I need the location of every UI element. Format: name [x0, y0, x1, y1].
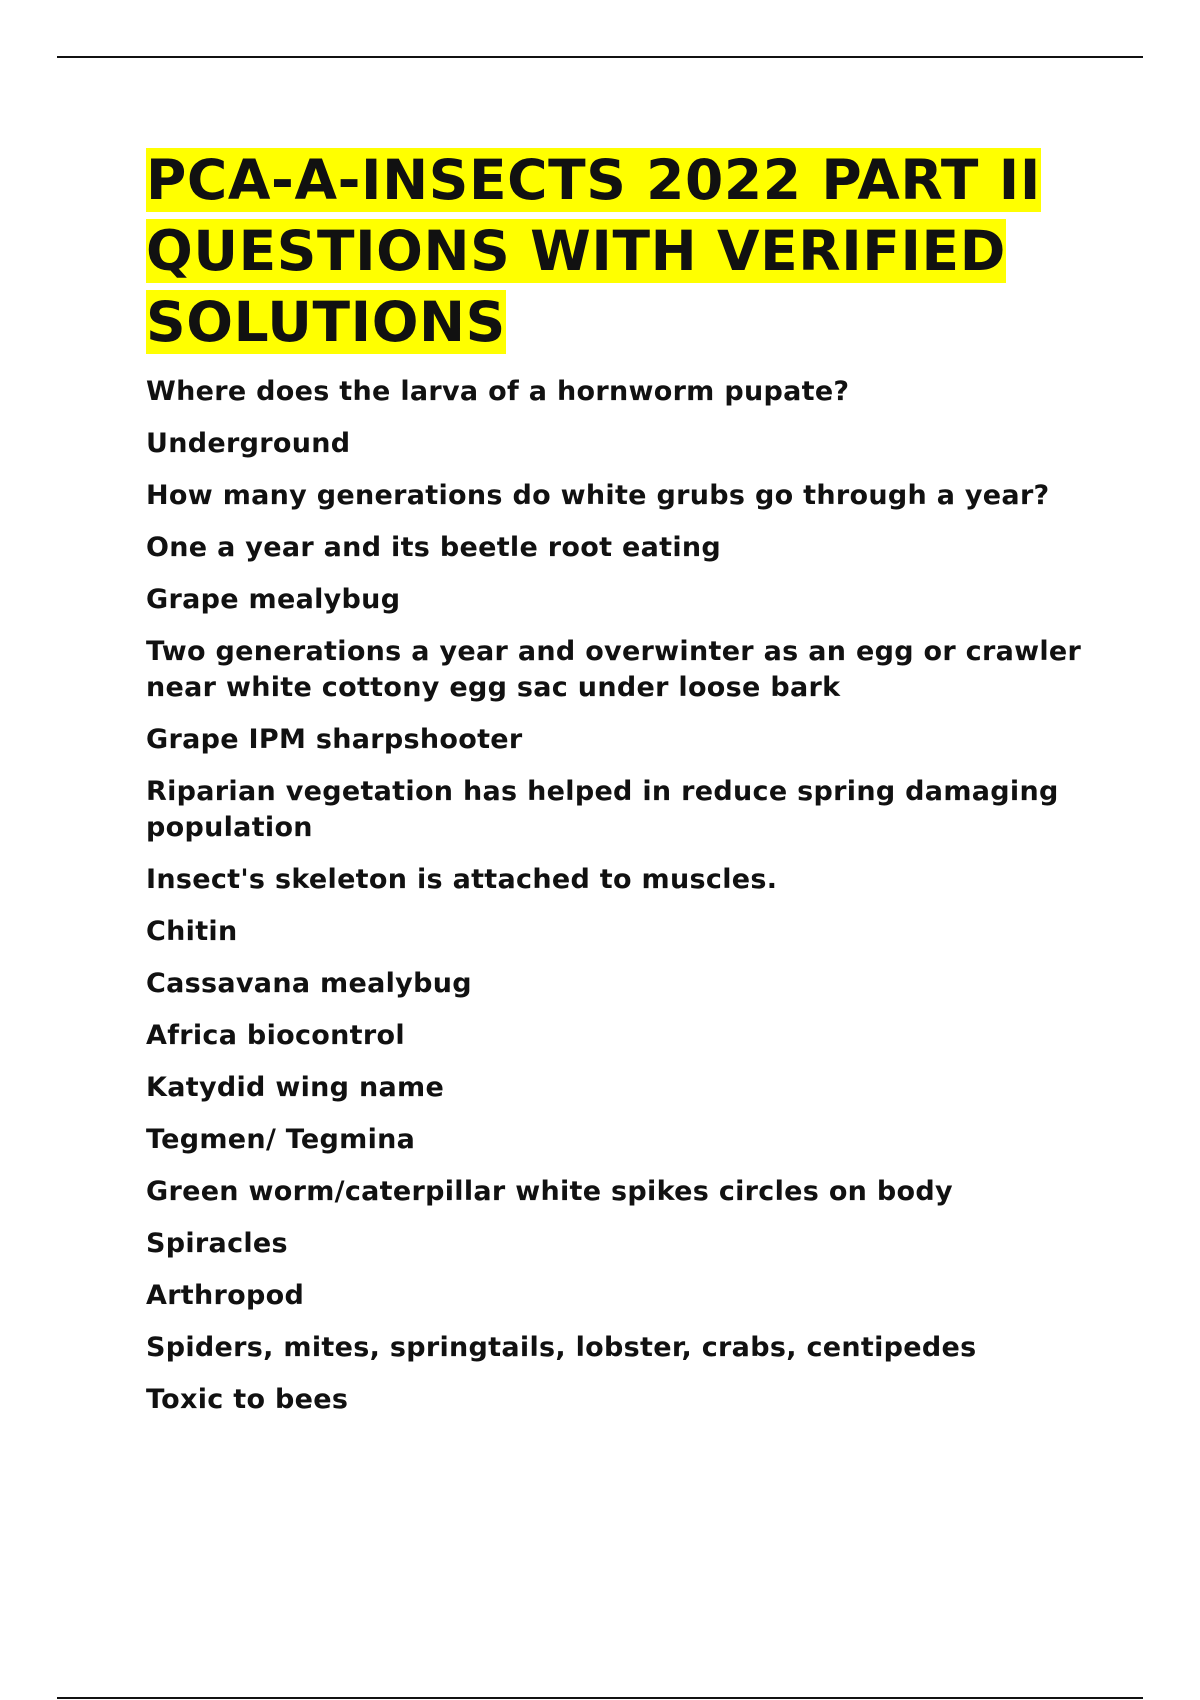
answer-item: Riparian vegetation has helped in reduce spring damaging population	[146, 776, 1059, 843]
answer-item: Spiracles	[146, 1228, 288, 1259]
answer-item: One a year and its beetle root eating	[146, 532, 722, 563]
answer-item: Spiders, mites, springtails, lobster, crabs, centipedes	[146, 1332, 977, 1363]
question-item: Insect's skeleton is attached to muscles.	[146, 864, 778, 895]
answer-item: Two generations a year and overwinter as an egg or crawler near white cottony egg sac under loose bark	[146, 636, 1082, 703]
answer-item: Africa biocontrol	[146, 1020, 405, 1051]
answer-item: Tegmen/ Tegmina	[146, 1124, 416, 1155]
bottom-rule	[57, 1697, 1143, 1699]
title-highlight: PCA-A-INSECTS 2022 PART II QUESTIONS WITH VERIFIED SOLUTIONS	[146, 148, 1041, 354]
question-item: Grape mealybug	[146, 584, 401, 615]
question-item: Toxic to bees	[146, 1384, 349, 1415]
question-item: How many generations do white grubs go through a year?	[146, 480, 1050, 511]
qa-list	[146, 374, 1106, 1418]
document-title	[146, 145, 1106, 358]
question-item: Cassavana mealybug	[146, 968, 472, 999]
question-item: Katydid wing name	[146, 1072, 445, 1103]
question-item: Green worm/caterpillar white spikes circles on body	[146, 1176, 953, 1207]
answer-item: Chitin	[146, 916, 238, 947]
question-item: Grape IPM sharpshooter	[146, 724, 523, 755]
question-item: Arthropod	[146, 1280, 305, 1311]
document-body	[146, 145, 1106, 1434]
question-item: Where does the larva of a hornworm pupate?	[146, 376, 850, 407]
top-rule	[57, 56, 1143, 58]
answer-item: Underground	[146, 428, 351, 459]
